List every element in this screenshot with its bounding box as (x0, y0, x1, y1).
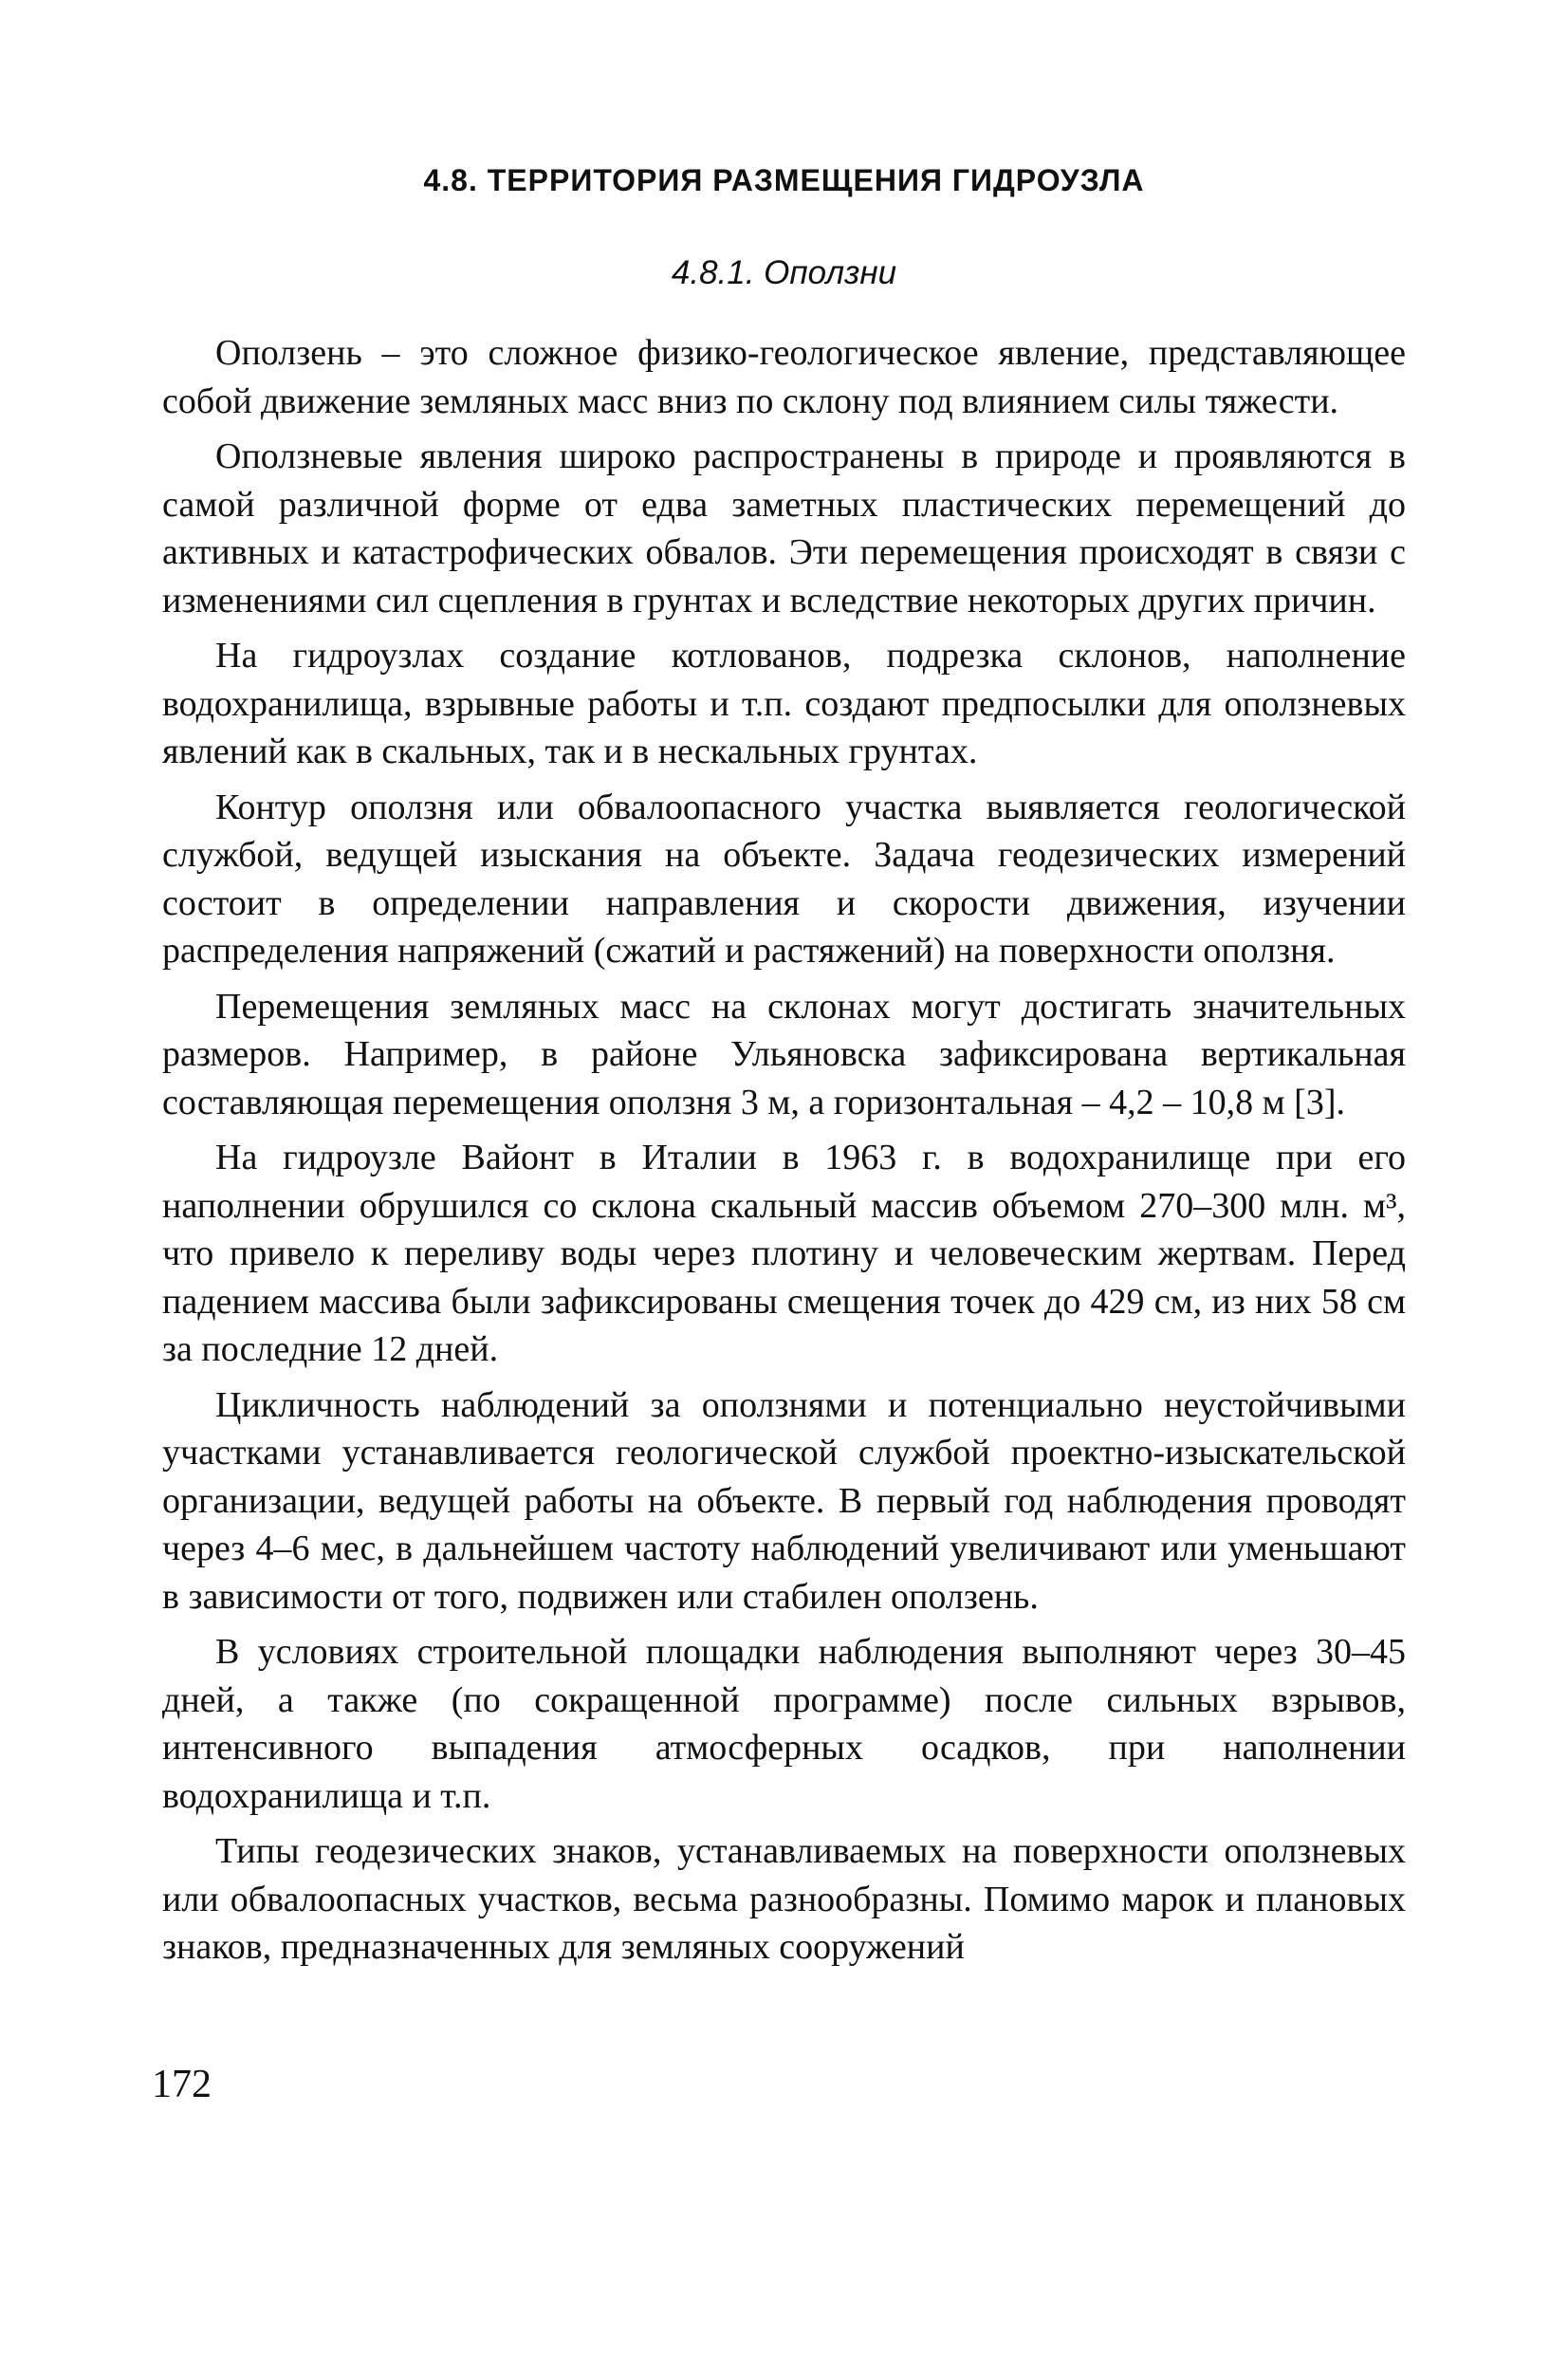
subsection-title: 4.8.1. Оползни (671, 254, 897, 291)
paragraph-vajont-example: На гидроузле Вайонт в Италии в 1963 г. в водохранилище при его наполнении обрушился со склона скальный массив объемом 270–300 млн. м³, что привело к переливу воды через плотину и человеческим жертвам. Перед падением массива были зафиксированы смещения точек до 429 см, из них 58 см за последние 12 дней. (162, 1138, 1406, 1369)
section-title: 4.8. ТЕРРИТОРИЯ РАЗМЕЩЕНИЯ ГИДРОУЗЛА (423, 163, 1145, 197)
paragraph-landslide-phenomena: Оползневые явления широко распространены в природе и проявляются в самой различной форме от едва заметных пластических перемещений до активных и катастрофических обвалов. Эти перемещения происходят в связи с изменениями сил сцепления в грунтах и вследствие некоторых других причин. (162, 436, 1406, 621)
paragraph-geodetic-marks: Типы геодезических знаков, устанавливаемых на поверхности оползневых или обвалоопасных участков, весьма разнообразны. Помимо марок и плановых знаков, предназначенных для земляных сооружений (162, 1831, 1406, 1967)
paragraph-contour-detection: Контур оползня или обвалоопасного участка выявляется геологической службой, ведущей изыскания на объекте. Задача геодезических измерений состоит в определении направления и скорости движения, изучении распределения напряжений (сжатий и растяжений) на поверхности оползня. (162, 787, 1406, 971)
paragraph-hydro-causes: На гидроузлах создание котлованов, подрезка склонов, наполнение водохранилища, взрывные работы и т.п. создают предпосылки для оползневых явлений как в скальных, так и в нескальных грунтах. (162, 636, 1406, 771)
body-text (162, 329, 1406, 1979)
paragraph-observation-cycle: Цикличность наблюдений за оползнями и потенциально неустойчивыми участками устанавливается геологической службой проектно-изыскательской организации, ведущей работы на объекте. В первый год наблюдения проводят через 4–6 мес, в дальнейшем частоту наблюдений увеличивают или уменьшают в зависимости от того, подвижен или стабилен оползень. (162, 1384, 1406, 1617)
paragraph-displacement-sizes: Перемещения земляных масс на склонах могут достигать значительных размеров. Например, в районе Ульяновска зафиксирована вертикальная составляющая перемещения оползня 3 м, а горизонтальная – 4,2 – 10,8 м [3]. (162, 986, 1406, 1122)
paragraph-landslide-definition: Оползень – это сложное физико-геологическое явление, представляющее собой движение земляных масс вниз по склону под влиянием силы тяжести. (162, 333, 1406, 421)
paragraph-construction-site: В условиях строительной площадки наблюдения выполняют через 30–45 дней, а также (по сокращенной программе) после сильных взрывов, интенсивного выпадения атмосферных осадков, при наполнении водохранилища и т.п. (162, 1632, 1406, 1816)
page-number: 172 (152, 2063, 212, 2106)
